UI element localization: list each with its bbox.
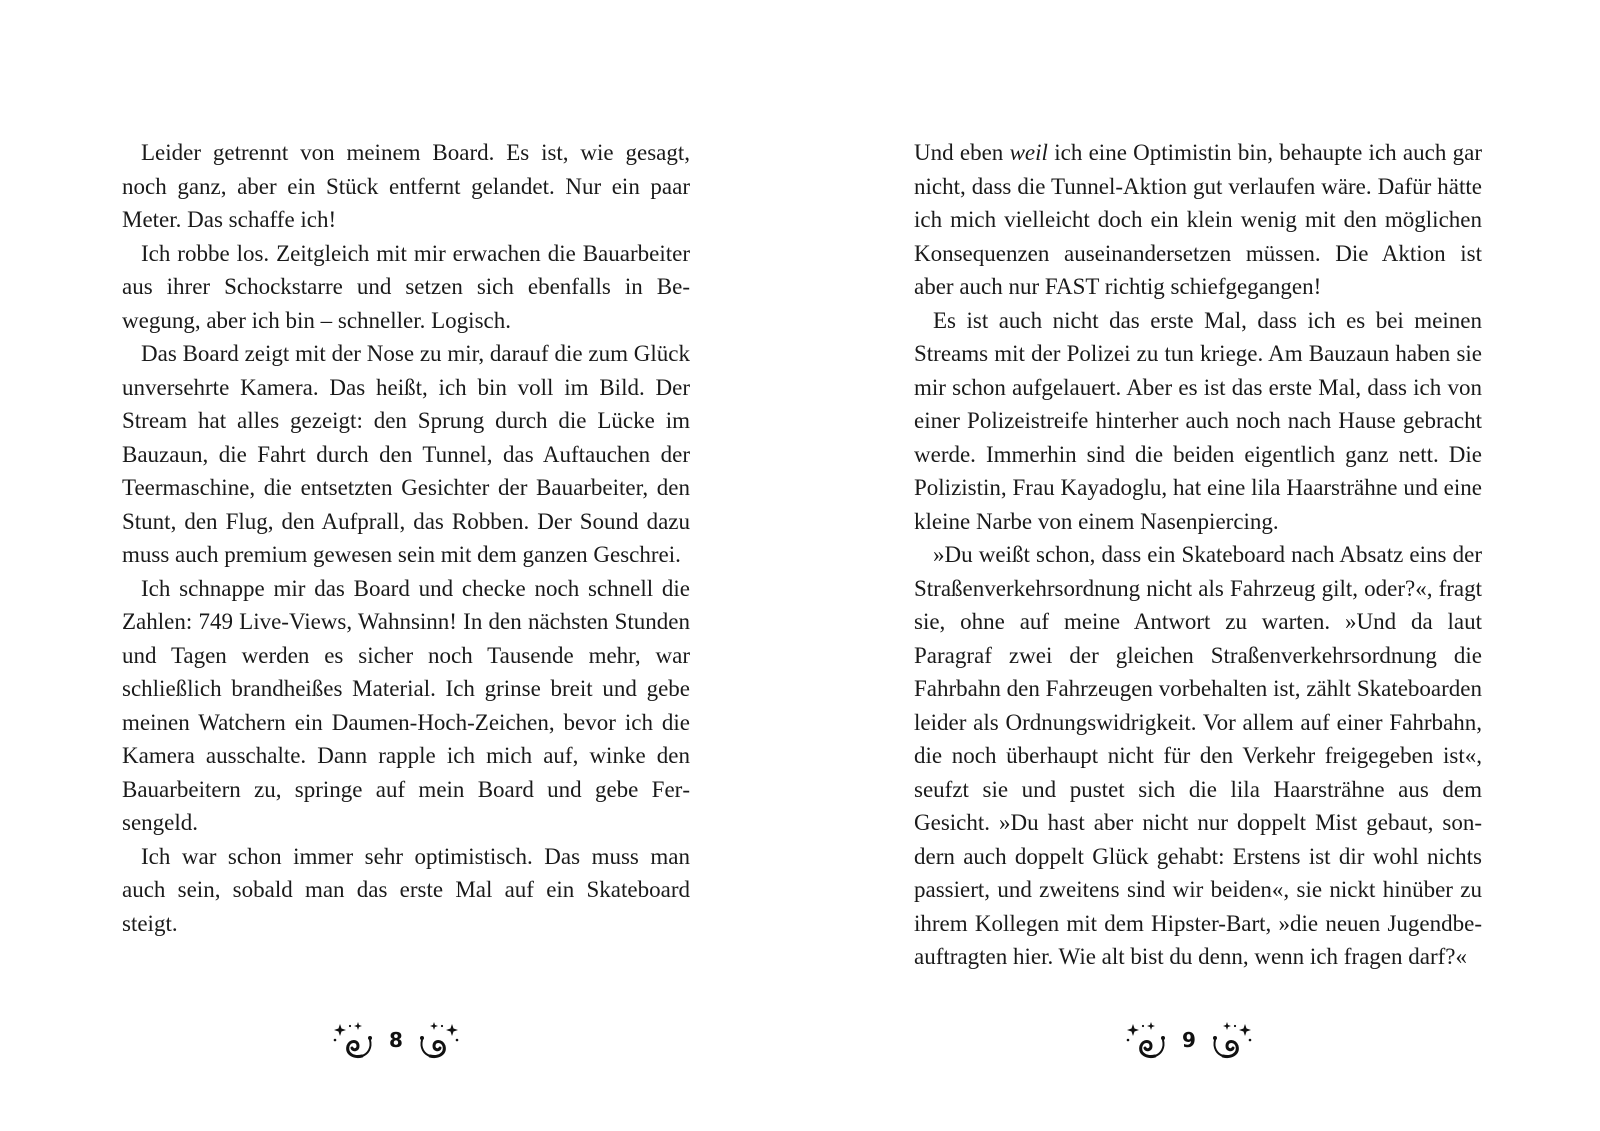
page-footer-left [332,1010,460,1070]
paragraph: Es ist auch nicht das erste Mal, dass ich es bei meinen Streams mit der Polizei zu tun kriege. Am Bauzaun haben sie mir schon aufgelauert. Aber es ist das erste Mal, dass ich von einer Polizeistreife hinterher auch noch nach Hause gebracht werde. Immerhin sind die beiden eigentlich ganz nett. Die Polizistin, Frau Kayadoglu, hat eine lila Haarsträhne und eine kleine Narbe von einem Nasenpiercing. [914,307,1482,534]
paragraph: Ich war schon immer sehr optimistisch. Das muss man auch sein, sobald man das erste Mal auf ein Skateboard steigt. [122,843,690,936]
paragraph: Ich robbe los. Zeitgleich mit mir erwachen die Bauarbeiter aus ihrer Schockstarre und setzen sich ebenfalls in Bewegung, aber ich bin – schneller. Logisch. [122,240,690,333]
page-number: 9 [1182,1028,1196,1052]
page-number: 8 [389,1028,403,1052]
paragraph-text: ich eine Optimistin bin, behaupte ich auch gar nicht, dass die Tunnel-Aktion gut verlaufen wäre. Dafür hätte ich mich vielleicht doch ein klein wenig mit den möglichen Konsequenzen auseinandersetzen müssen. Die Aktion ist aber auch nur FAST richtig schiefgegangen! [914,140,1482,299]
paragraph: »Du weißt schon, dass ein Skateboard nach Absatz eins der Straßenverkehrsordnung nicht als Fahrzeug gilt, oder?«, fragt sie, ohne auf meine Antwort zu warten. »Und da laut Paragraf zwei der gleichen Straßenverkehrsordnung die Fahrbahn den Fahrzeugen vorbehalten ist, zählt Skateboarden leider als Ordnungswidrigkeit. Vor allem auf einer Fahrbahn, die noch überhaupt nicht für den Verkehr freigegeben ist«, seufzt sie und pustet sich die lila Haarsträhne aus dem Gesicht. »Du hast aber nicht nur doppelt Mist gebaut, sondern auch doppelt Glück gehabt: Erstens ist dir wohl nichts passiert, und zweitens sind wir beiden«, sie nickt hinüber zu ihrem Kollegen mit dem Hipster-Bart, »die neuen Jugendbeauftragten hier. Wie alt bist du denn, wenn ich fragen darf?« [914,542,1482,969]
left-page [122,136,690,940]
flourish-right-icon [416,1018,460,1062]
emphasis-text: weil [1009,140,1048,165]
paragraph [914,136,1482,304]
page-footer-right [1125,1010,1253,1070]
paragraph: Leider getrennt von meinem Board. Es ist, wie gesagt, noch ganz, aber ein Stück entfernt gelandet. Nur ein paar Meter. Das schaffe ich! [122,140,690,232]
paragraph: Das Board zeigt mit der Nose zu mir, darauf die zum Glück unversehrte Kamera. Das heißt, ich bin voll im Bild. Der Stream hat alles gezeigt: den Sprung durch die Lücke im Bauzaun, die Fahrt durch den Tunnel, das Auftauchen der Teermaschine, die entsetzten Gesichter der Bauarbeiter, den Stunt, den Flug, den Aufprall, das Robben. Der Sound dazu muss auch premium gewesen sein mit dem ganzen Geschrei. [122,341,690,567]
right-page [914,136,1482,974]
flourish-left-icon [332,1018,376,1062]
flourish-right-icon [1209,1018,1253,1062]
paragraph: Ich schnappe mir das Board und checke noch schnell die Zahlen: 749 Live-Views, Wahnsinn! In den nächsten Stunden und Tagen werden es sicher noch Tausende mehr, war schließlich brandheißes Material. Ich grinse breit und gebe meinen Watchern ein Daumen-Hoch-Zeichen, bevor ich die Kamera ausschalte. Dann rapple ich mich auf, winke den Bauarbeitern zu, springe auf mein Board und gebe Fersengeld. [122,575,690,835]
paragraph-text: Und eben [914,140,1010,165]
flourish-left-icon [1125,1018,1169,1062]
